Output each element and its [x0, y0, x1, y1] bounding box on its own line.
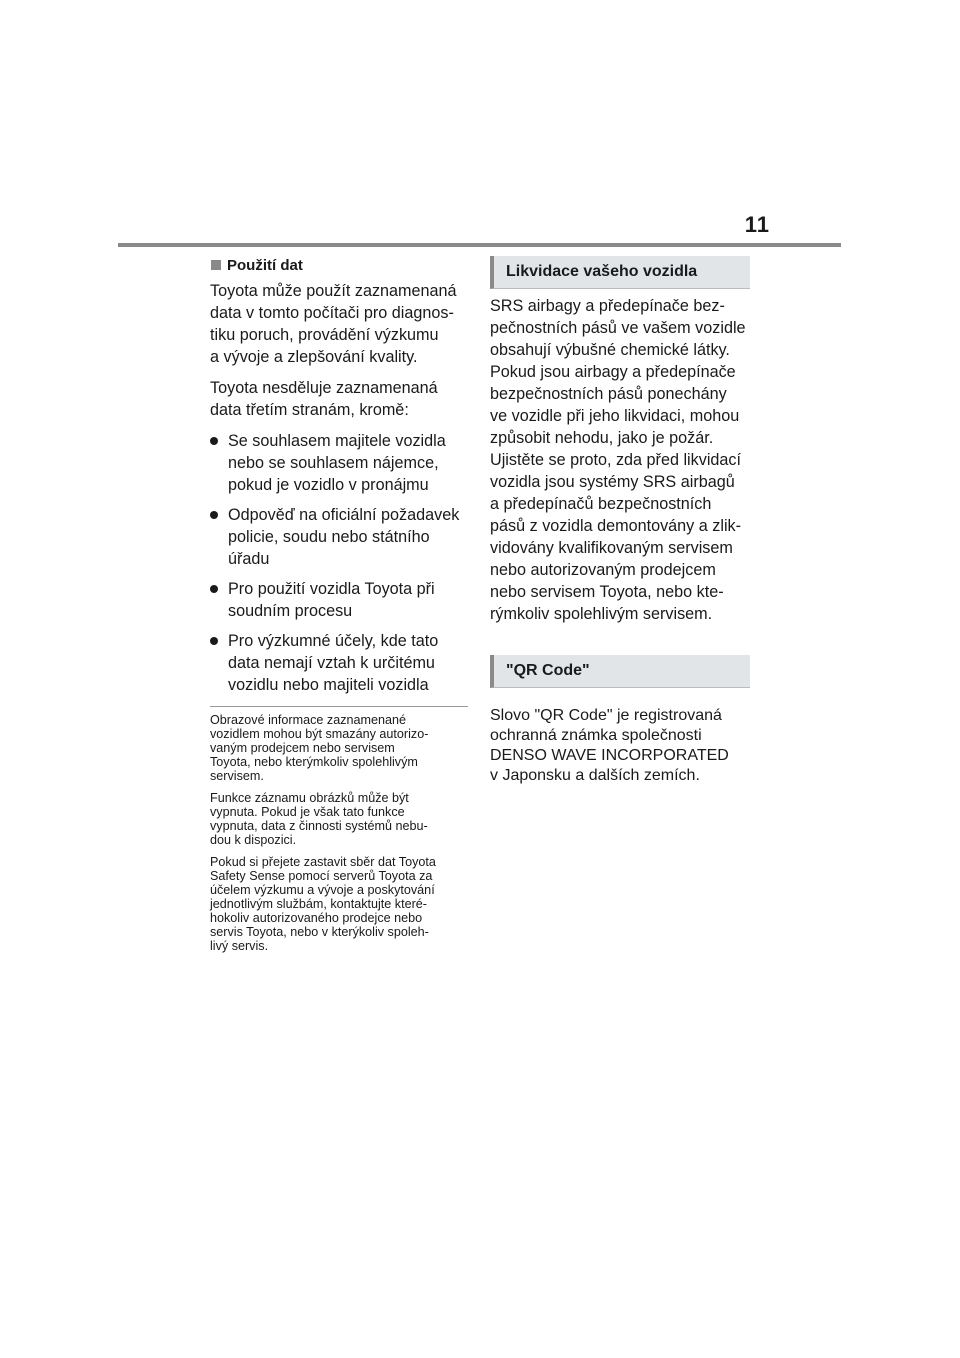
list-item [210, 430, 470, 496]
paragraph-data-use: Toyota může použít zaznamenaná data v tomto počítači pro diagnos- tiku poruch, provádění výzkumu a vývoje a zlepšování kvality. [210, 282, 457, 366]
exceptions-list [210, 430, 470, 696]
bullet-icon [210, 437, 218, 445]
list-item-text: Pro výzkumné účely, kde tato data nemají vztah k určitému vozidlu nebo majiteli vozidla [228, 632, 439, 694]
bullet-icon [210, 511, 218, 519]
right-column [490, 256, 750, 786]
list-item [210, 578, 470, 622]
list-item-text: Odpověď na oficiální požadavek policie, soudu nebo státního úřadu [228, 506, 460, 568]
list-item [210, 504, 470, 570]
paragraph-third-parties: Toyota nesděluje zaznamenaná data třetím stranám, kromě: [210, 379, 438, 419]
list-item-text: Pro použití vozidla Toyota při soudním procesu [228, 580, 435, 620]
list-item [210, 630, 470, 696]
section-header-qr-code: "QR Code" [490, 655, 750, 688]
page-number: 11 [744, 212, 770, 237]
note-image-info: Obrazové informace zaznamenané vozidlem mohou být smazány autorizo- vaným prodejcem nebo servisem Toyota, nebo kterýmkoliv spolehlivým servisem. [210, 713, 429, 783]
subheading-label: Použití dat [227, 256, 303, 274]
list-item-text: Se souhlasem majitele vozidla nebo se souhlasem nájemce, pokud je vozidlo v pronájmu [228, 432, 446, 494]
note-stop-data-collection: Pokud si přejete zastavit sběr dat Toyota Safety Sense pomocí serverů Toyota za účelem výzkumu a vývoje a poskytování jednotlivým službám, kontaktujte které- hokoliv autorizovaného prodejce nebo servis Toyota, nebo v kterýkoliv spoleh- livý servis. [210, 855, 436, 953]
bullet-icon [210, 585, 218, 593]
left-column [210, 254, 470, 953]
section-header-disposal: Likvidace vašeho vozidla [490, 256, 750, 289]
note-recording-function: Funkce záznamu obrázků může být vypnuta. Pokud je však tato funkce vypnuta, data z činnosti systémů nebu- dou k dispozici. [210, 791, 428, 847]
header-rule [118, 243, 841, 247]
subheading-data-use [210, 254, 470, 276]
square-bullet-icon [211, 260, 221, 270]
bullet-icon [210, 637, 218, 645]
paragraph-qr-code: Slovo "QR Code" je registrovaná ochranná známka společnosti DENSO WAVE INCORPORATED v Japonsku a dalších zemích. [490, 707, 729, 784]
note-divider [210, 706, 468, 707]
paragraph-disposal: SRS airbagy a předepínače bez- pečnostních pásů ve vašem vozidle obsahují výbušné chemické látky. Pokud jsou airbagy a předepínače bezpečnostních pásů ponechány ve vozidle při jeho likvidaci, mohou způsobit nehodu, jako je požár. Ujistěte se proto, zda před likvidací vozidla jsou systémy SRS airbagů a předepínačů bezpečnostních pásů z vozidla demontovány a zlik- vidovány kvalifikovaným servisem nebo autorizovaným prodejcem nebo servisem Toyota, nebo kte- rýmkoliv spolehlivým servisem. [490, 297, 746, 623]
